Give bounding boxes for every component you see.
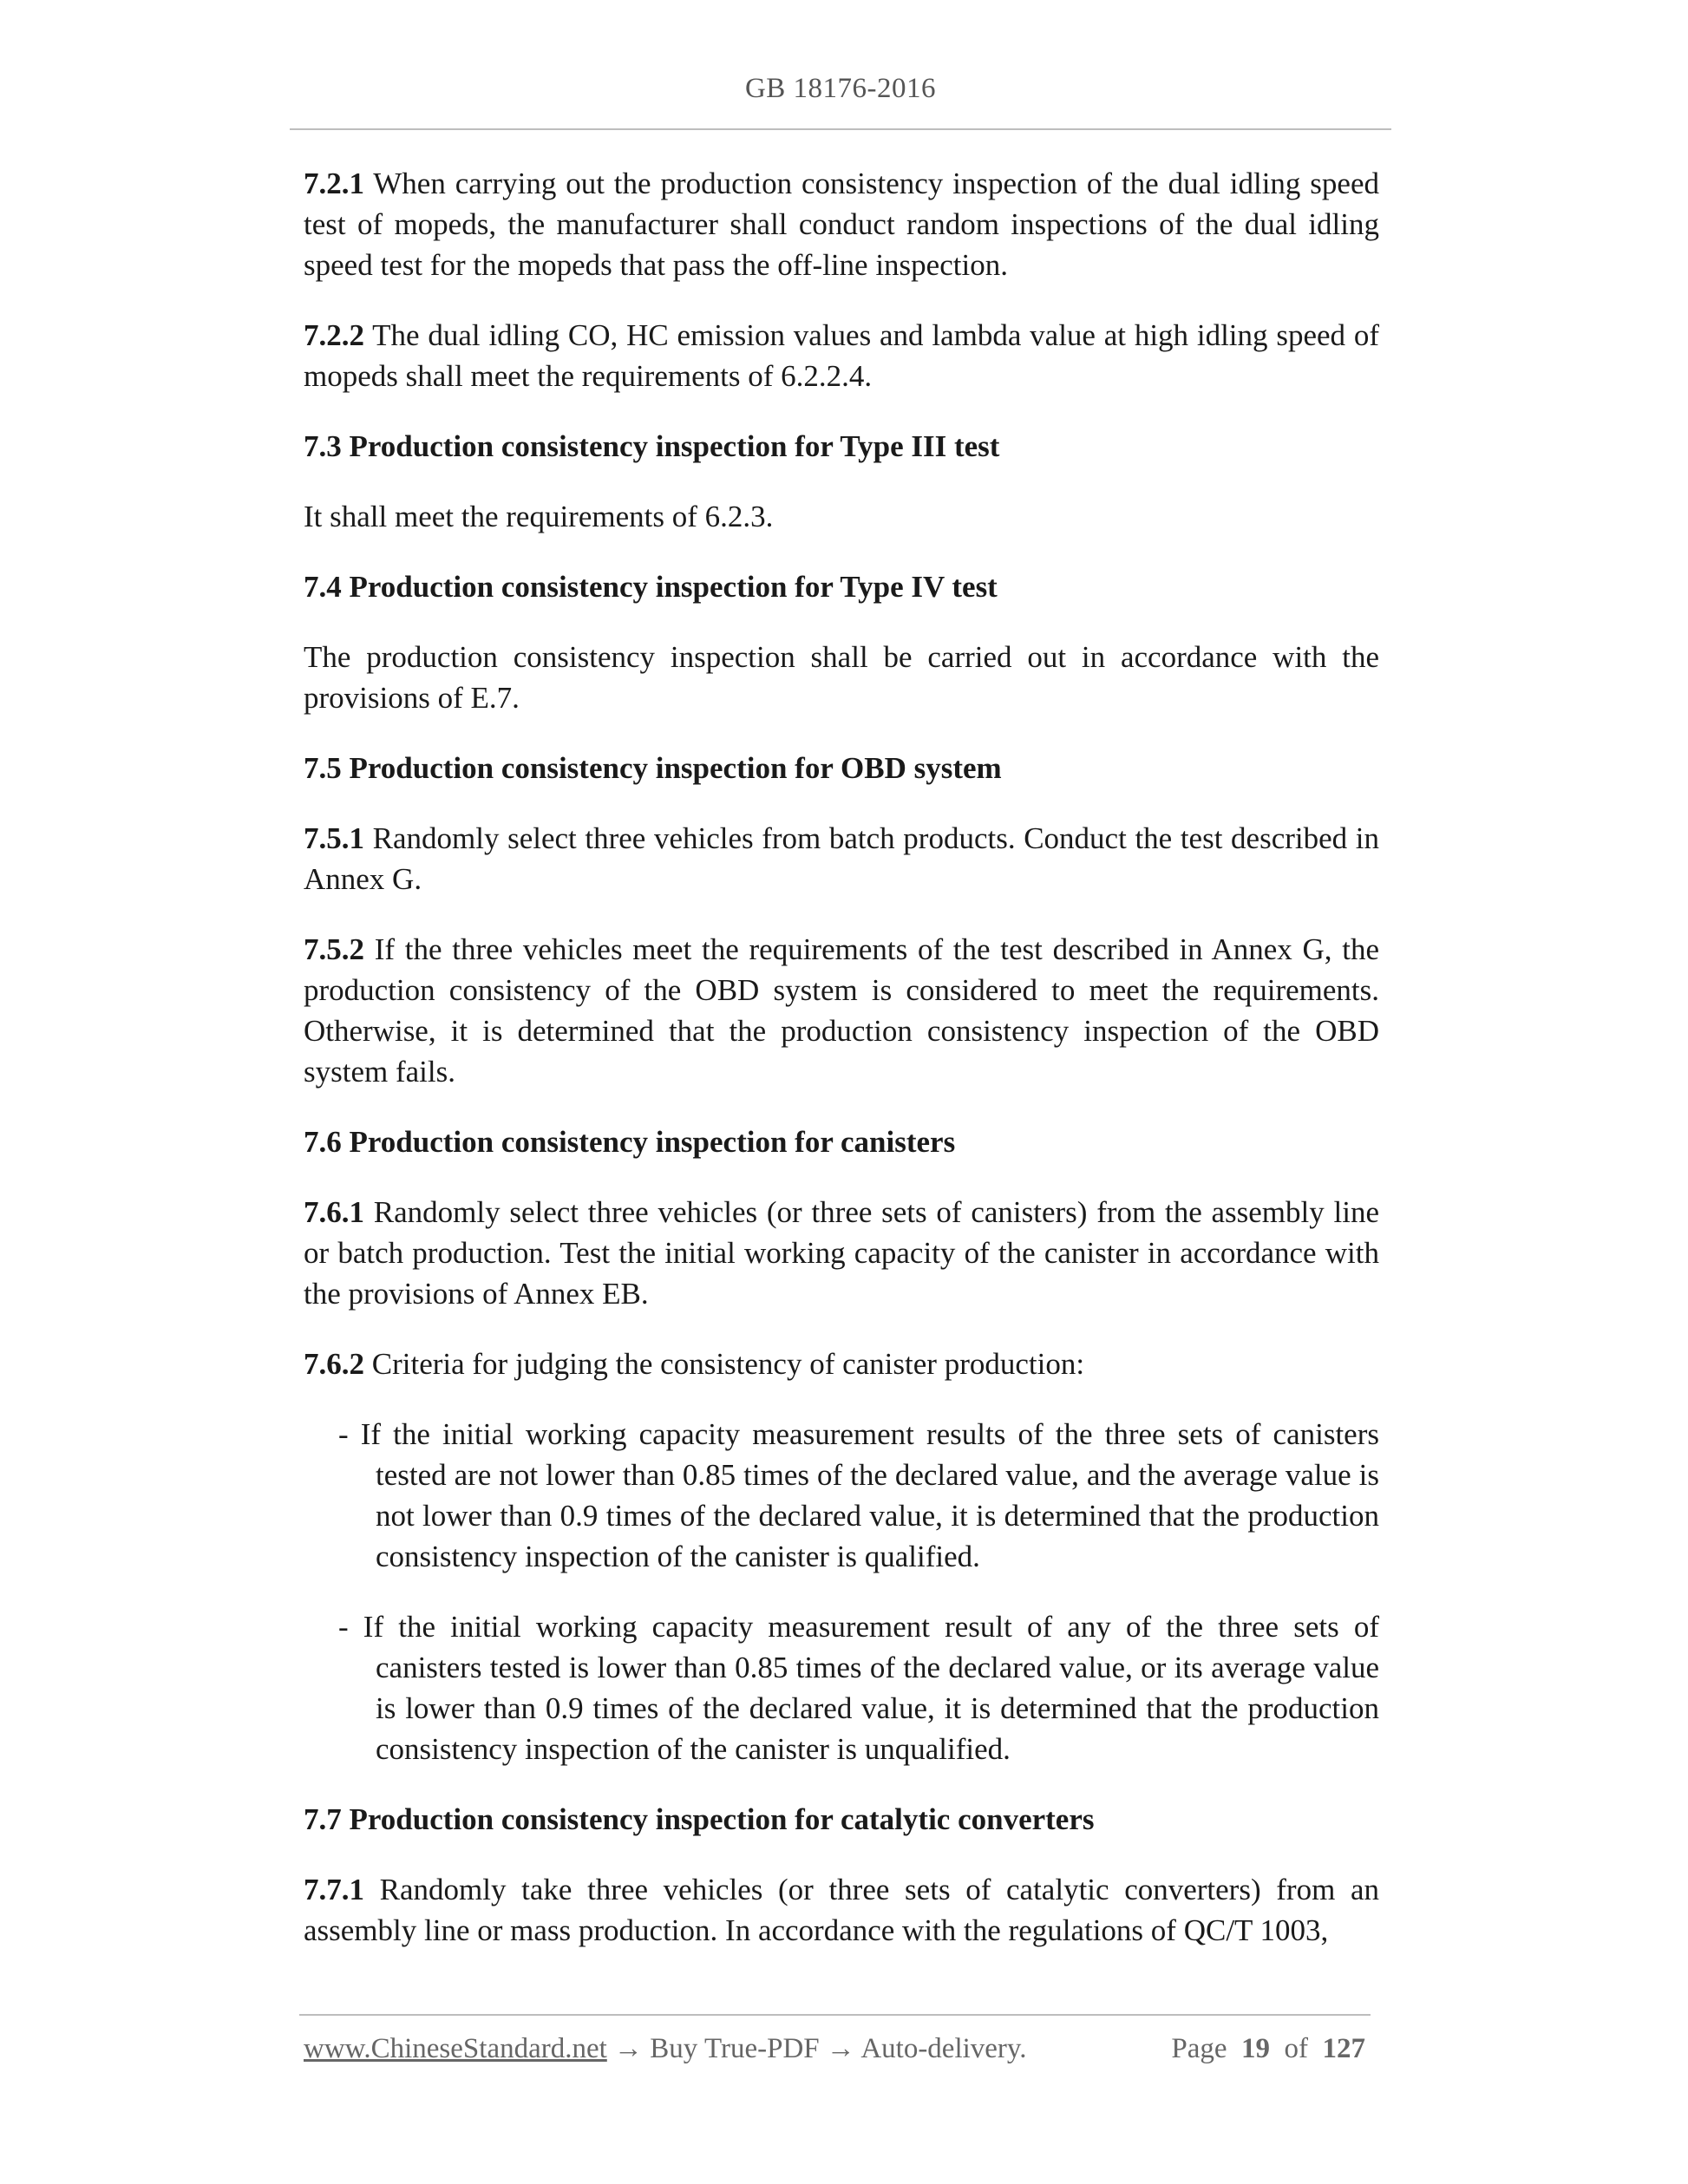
page-label: Page: [1171, 2033, 1227, 2064]
criteria-bullet-qualified: - If the initial working capacity measurement results of the three sets of canisters tested are not lower than 0.85 times of the declared value, and the average value is not lower than 0.9 times of the declared value, it is determined that the production consistency inspection of the canister is qualified.: [338, 1417, 1379, 1573]
clause-number: 7.6.1: [304, 1195, 364, 1229]
clause-7-2-1: [304, 163, 1379, 285]
clause-7-7-1: [304, 1869, 1379, 1951]
clause-7-2-2: [304, 315, 1379, 396]
clause-7-3-text: It shall meet the requirements of 6.2.3.: [304, 500, 774, 533]
of-label: of: [1284, 2033, 1308, 2064]
clause-text: Randomly select three vehicles (or three sets of canisters) from the assembly line or batch production. Test the initial working capacity of the canister in accordance with the provisions of Annex EB.: [304, 1195, 1379, 1311]
clause-text: Criteria for judging the consistency of canister production:: [364, 1347, 1085, 1381]
clause-text: When carrying out the production consistency inspection of the dual idling speed test of mopeds, the manufacturer shall conduct random inspections of the dual idling speed test for the mopeds that pass the off-line inspection.: [304, 167, 1379, 282]
clause-number: 7.6.2: [304, 1347, 364, 1381]
clause-7-5-2: [304, 929, 1379, 1092]
header-divider: [290, 128, 1391, 130]
clause-7-4-text: The production consistency inspection shall be carried out in accordance with the provisions of E.7.: [304, 640, 1379, 715]
clause-text: If the three vehicles meet the requirements of the test described in Annex G, the production consistency of the OBD system is considered to meet the requirements. Otherwise, it is determined that the production consistency inspection of the OBD system fails.: [304, 932, 1379, 1089]
buy-pdf-text: Buy True-PDF: [650, 2033, 820, 2064]
website-link[interactable]: www.ChineseStandard.net: [304, 2033, 607, 2064]
criteria-bullet-unqualified: - If the initial working capacity measurement result of any of the three sets of canisters tested is lower than 0.85 times of the declared value, or its average value is lower than 0.9 times of the declared value, it is determined that the production consistency inspection of the canister is unqualified.: [338, 1610, 1379, 1766]
document-body: [304, 163, 1379, 1980]
heading-7-4: 7.4 Production consistency inspection for Type IV test: [304, 570, 998, 604]
auto-delivery-text: Auto-delivery.: [860, 2033, 1027, 2064]
clause-7-6-2: [304, 1344, 1379, 1384]
clause-number: 7.7.1: [304, 1873, 364, 1906]
footer-divider: [299, 2014, 1371, 2016]
heading-7-5: 7.5 Production consistency inspection for OBD system: [304, 751, 1002, 785]
footer-promo: [304, 2033, 1027, 2065]
clause-number: 7.2.2: [304, 318, 364, 352]
clause-7-6-1: [304, 1192, 1379, 1314]
heading-7-7: 7.7 Production consistency inspection for catalytic converters: [304, 1802, 1095, 1836]
page-total: 127: [1322, 2033, 1365, 2064]
heading-7-6: 7.6 Production consistency inspection for canisters: [304, 1125, 956, 1159]
page-number: [1171, 2033, 1365, 2065]
arrow-right-icon: →: [819, 2033, 861, 2064]
page-current: 19: [1241, 2033, 1270, 2064]
clause-number: 7.5.2: [304, 932, 364, 966]
clause-text: Randomly select three vehicles from batch products. Conduct the test described in Annex G.: [304, 821, 1379, 896]
clause-7-5-1: [304, 818, 1379, 899]
heading-7-3: 7.3 Production consistency inspection for Type III test: [304, 429, 1000, 463]
clause-number: 7.2.1: [304, 167, 364, 200]
page-header-title: GB 18176-2016: [744, 73, 937, 104]
clause-number: 7.5.1: [304, 821, 364, 855]
clause-text: The dual idling CO, HC emission values and lambda value at high idling speed of mopeds shall meet the requirements of 6.2.2.4.: [304, 318, 1379, 393]
arrow-right-icon: →: [606, 2033, 651, 2064]
clause-text: Randomly take three vehicles (or three sets of catalytic converters) from an assembly line or mass production. In accordance with the regulations of QC/T 1003,: [304, 1873, 1379, 1947]
